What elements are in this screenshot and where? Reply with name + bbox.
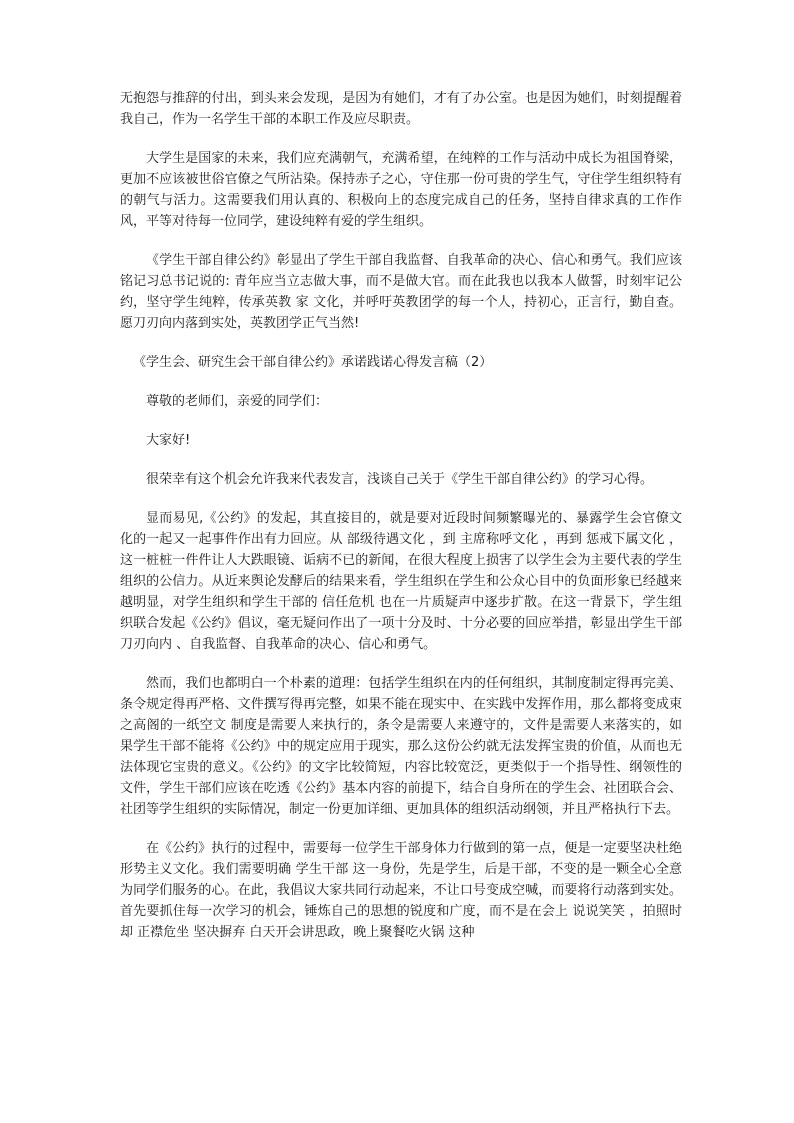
paragraph-intro: 很荣幸有这个机会允许我来代表发言，浅谈自己关于《学生干部自律公约》的学习心得。	[146, 472, 654, 487]
greeting: 大家好!	[146, 433, 191, 448]
paragraph-execution: 然而，我们也都明白一个朴素的道理：包括学生组织在内的任何组织，其制度制定得再完美、条令规定得再严格、文件撰写得再完整，如果不能在现实中、在实践中发挥作用，那么都将变成束之高阁的一纸空文 制度是需要人来执行的，条令是需要人来遵守的，文件是需要人来落实的，如果学生干部不能将《公约》中的规定应用于现实，那么这份公约就无法发挥宝贵的价值，从而也无法体现它宝贵的意义。《公约》的文字比较简短，内容比较宽泛，更类似于一个指导性、纲领性的文件，学生干部们应该在吃透《公约》基本内容的前提下，结合自身所在的学生会、社团联合会、社团等学生组织的实际情况，制定一份更加详细、更加具体的组织活动纲领，并且严格执行下去。	[120, 676, 682, 817]
salutation: 尊敬的老师们，亲爱的同学们：	[146, 394, 329, 409]
document-page	[120, 88, 682, 961]
section-title: 《学生会、研究生会干部自律公约》承诺践诺心得发言稿（2）	[133, 355, 493, 370]
paragraph-background: 显而易见,《公约》的发起，其直接目的，就是要对近段时间频繁曝光的、暴露学生会官僚文化的一起又一起事件作出有力回应。从 部级待遇文化 ，到 主席称呼文化 ，再到 惩戒下属文化 ，这一桩桩一件件让人大跌眼镜、诟病不已的新闻，在很大程度上损害了以学生会为主要代表的学生组织的公信力。从近来舆论发酵后的结果来看，学生组织在学生和公众心目中的负面形象已经越来越明显，对学生组织和学生干部的 信任危机 也在一片质疑声中逐步扩散。在这一背景下，学生组织联合发起《公约》倡议，毫无疑问作出了一项十分及时、十分必要的回应举措，彰显出学生干部 刀刃向内 、自我监督、自我革命的决心、信心和勇气。	[120, 511, 682, 652]
paragraph-formalism: 在《公约》执行的过程中，需要每一位学生干部身体力行做到的第一点，便是一定要坚决杜绝形势主义文化。我们需要明确 学生干部 这一身份，先是学生，后是干部，不变的是一颗全心全意为同学们服务的心。在此，我倡议大家共同行动起来，不让口号变成空喊，而要将行动落到实处。首先要抓住每一次学习的机会，锤炼自己的思想的锐度和广度，而不是在会上 说说笑笑 ，拍照时却 正襟危坐 坚决摒弃 白天开会讲思政，晚上聚餐吃火锅 这种	[120, 841, 682, 940]
paragraph-continuation: 无抱怨与推辞的付出，到头来会发现，是因为有她们，才有了办公室。也是因为她们，时刻提醒着我自己，作为一名学生干部的本职工作及应尽职责。	[120, 91, 682, 127]
paragraph-convention-pledge: 《学生干部自律公约》彰显出了学生干部自我监督、自我革命的决心、信心和勇气。我们应该铭记习总书记说的: 青年应当立志做大事，而不是做大官。而在此我也以我本人做誓，时刻牢记公约，坚守学生纯粹，传承英教 家 文化，并呼吁英教团学的每一个人，持初心，正言行，勤自查。愿刀刃向内落到实处，英教团学正气当然!	[120, 253, 682, 331]
paragraph-youth-spirit: 大学生是国家的未来，我们应充满朝气，充满希望，在纯粹的工作与活动中成长为祖国脊梁，更加不应该被世俗官僚之气所沾染。保持赤子之心，守住那一份可贵的学生气，守住学生组织特有的朝气与活力。这需要我们用认真的、积极向上的态度完成自己的任务，坚持自律求真的工作作风，平等对待每一位同学，建设纯粹有爱的学生组织。	[120, 151, 682, 229]
